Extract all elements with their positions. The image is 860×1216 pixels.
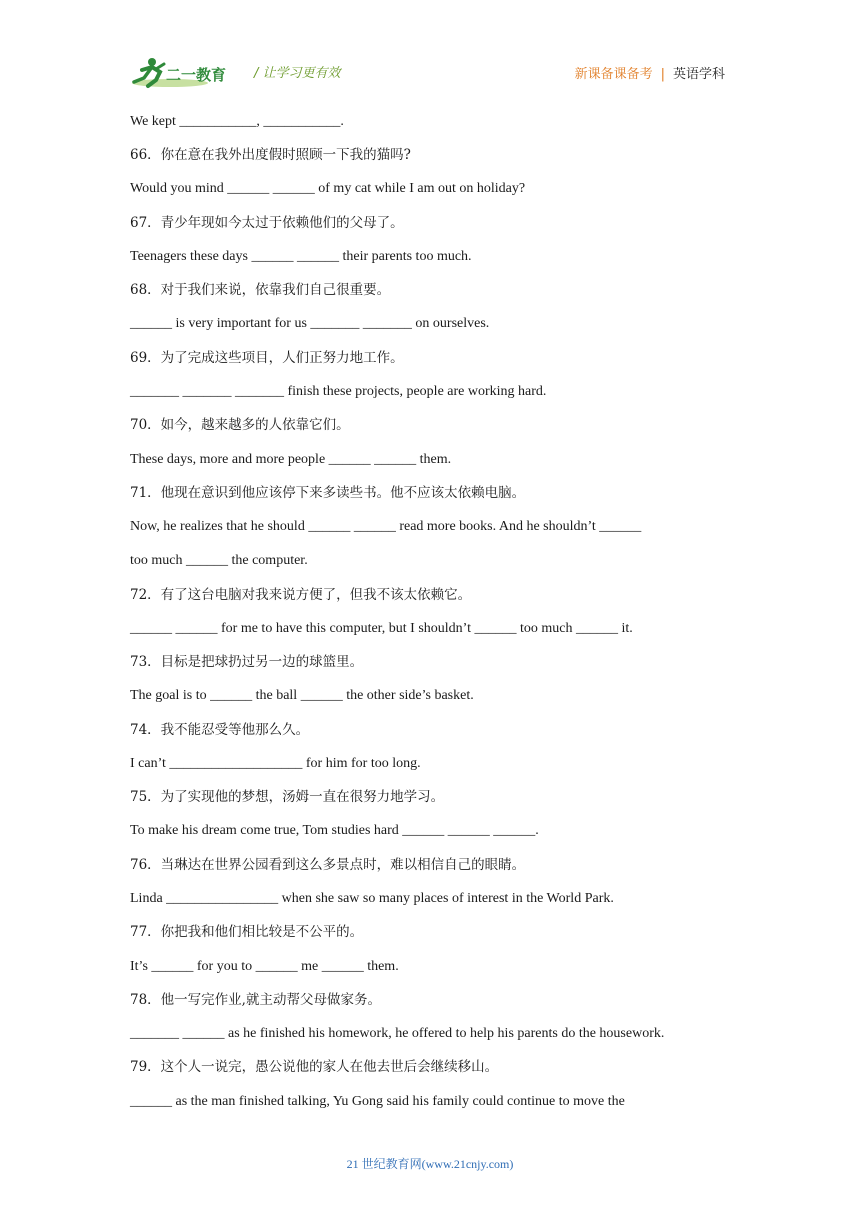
- answer-line: Would you mind ______ ______ of my cat while I am out on holiday?: [130, 181, 526, 196]
- question-line: 71．他现在意识到他应该停下来多读些书。他不应该太依赖电脑。: [130, 485, 526, 501]
- question-line: 67．青少年现如今太过于依赖他们的父母了。: [130, 215, 404, 231]
- question-line: 72．有了这台电脑对我来说方便了，但我不该太依赖它。: [130, 587, 472, 603]
- logo-text: 二一教育: [166, 66, 227, 84]
- question-line: 73．目标是把球扔过另一边的球篮里。: [130, 654, 364, 670]
- site-logo: [130, 56, 240, 90]
- page-footer: 21 世纪教育网(www.21cnjy.com): [346, 1157, 514, 1171]
- answer-line: too much ______ the computer.: [130, 553, 308, 568]
- subject-label: 英语学科: [672, 67, 725, 82]
- answer-line: We kept ___________, ___________.: [130, 114, 344, 129]
- runner-logo-icon: [130, 56, 240, 90]
- page-header: [130, 56, 730, 96]
- answer-line: Linda ________________ when she saw so many places of interest in the World Park.: [130, 891, 614, 906]
- answer-line: _______ _______ _______ finish these projects, people are working hard.: [130, 384, 547, 399]
- question-line: 75．为了实现他的梦想，汤姆一直在很努力地学习。: [130, 789, 445, 805]
- answer-line: ______ is very important for us _______ _______ on ourselves.: [130, 316, 490, 331]
- question-line: 70．如今，越来越多的人依靠它们。: [130, 417, 350, 433]
- slogan: / 让学习更有效: [254, 66, 341, 81]
- answer-line: I can’t ___________________ for him for too long.: [130, 756, 421, 771]
- question-line: 78．他一写完作业,就主动帮父母做家务。: [130, 992, 381, 1008]
- question-line: 68．对于我们来说，依靠我们自己很重要。: [130, 282, 391, 298]
- question-line: 66．你在意在我外出度假时照顾一下我的猫吗?: [130, 147, 411, 163]
- answer-line: Now, he realizes that he should ______ ______ read more books. And he shouldn’t ______: [130, 519, 642, 534]
- answer-line: ______ ______ for me to have this computer, but I shouldn’t ______ too much ______ it.: [130, 621, 633, 636]
- answer-line: _______ ______ as he finished his homework, he offered to help his parents do the housework.: [130, 1026, 665, 1041]
- header-right: [575, 63, 725, 82]
- question-line: 69．为了完成这些项目，人们正努力地工作。: [130, 350, 404, 366]
- answer-line: These days, more and more people ______ ______ them.: [130, 452, 452, 467]
- answer-line: It’s ______ for you to ______ me ______ them.: [130, 959, 399, 974]
- question-line: 79．这个人一说完，愚公说他的家人在他去世后会继续移山。: [130, 1059, 499, 1075]
- course-label: 新课备课备考: [574, 67, 653, 82]
- question-line: 74．我不能忍受等他那么久。: [130, 722, 310, 738]
- header-separator: |: [660, 67, 665, 82]
- question-line: 76．当琳达在世界公园看到这么多景点时，难以相信自己的眼睛。: [130, 857, 526, 873]
- question-line: 77．你把我和他们相比较是不公平的。: [130, 924, 364, 940]
- answer-line: ______ as the man finished talking, Yu Gong said his family could continue to move the: [130, 1094, 625, 1109]
- answer-line: To make his dream come true, Tom studies hard ______ ______ ______.: [130, 823, 539, 838]
- answer-line: The goal is to ______ the ball ______ the other side’s basket.: [130, 688, 474, 703]
- answer-line: Teenagers these days ______ ______ their parents too much.: [130, 249, 472, 264]
